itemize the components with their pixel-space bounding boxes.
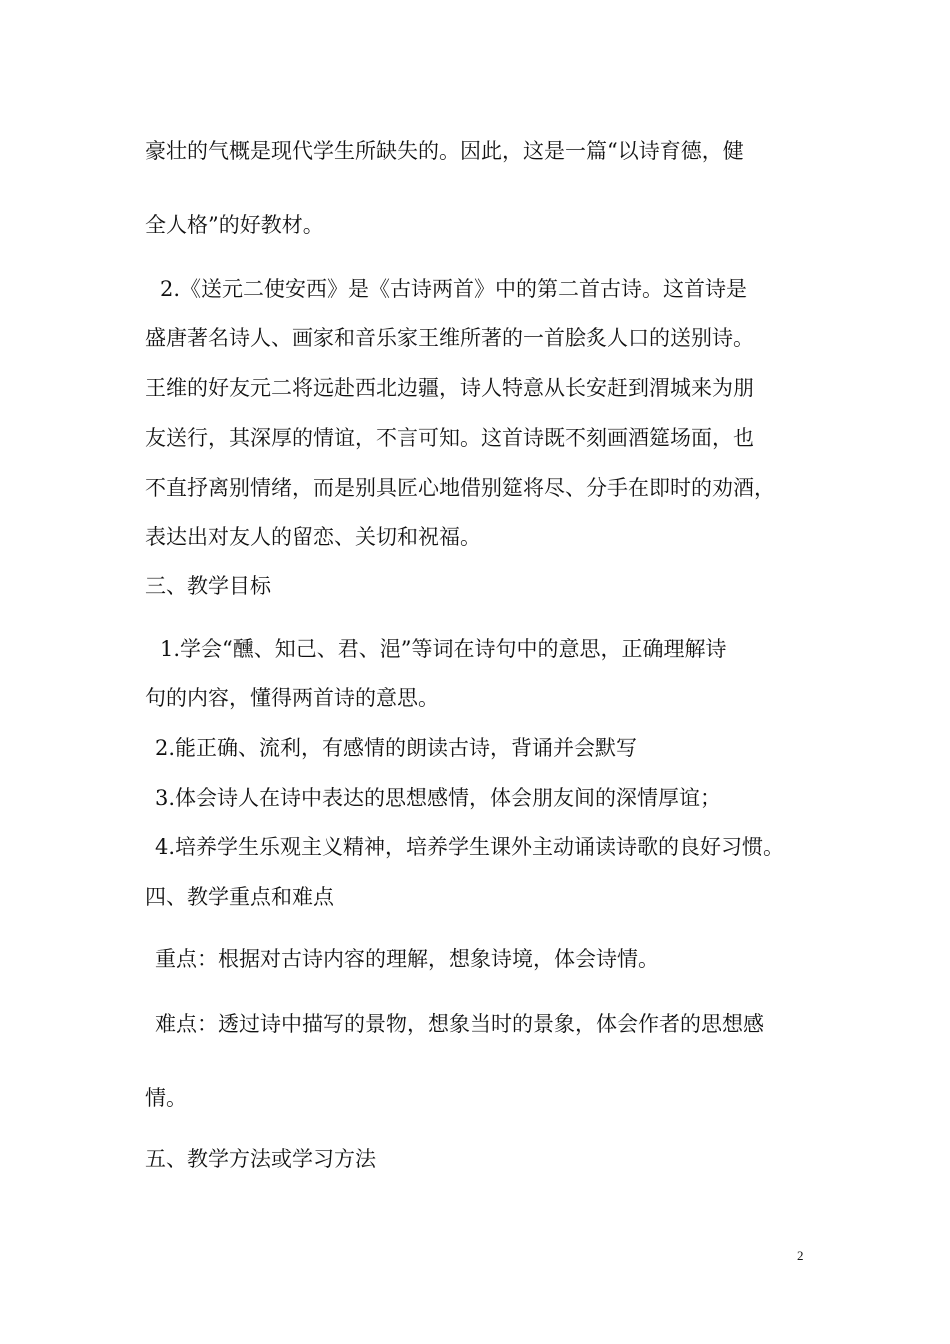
paragraph-line: 全人格”的好教材。 bbox=[145, 213, 324, 237]
paragraph-line: 王维的好友元二将远赴西北边疆，诗人特意从长安赶到渭城来为朋 bbox=[145, 376, 754, 400]
list-item: 2.能正确、流利，有感情的朗读古诗，背诵并会默写 bbox=[155, 736, 638, 760]
section-heading: 三、教学目标 bbox=[145, 574, 271, 598]
paragraph-line: 难点：透过诗中描写的景物，想象当时的景象，体会作者的思想感 bbox=[155, 1012, 764, 1036]
paragraph-line: 友送行，其深厚的情谊，不言可知。这首诗既不刻画酒筵场面，也 bbox=[145, 426, 754, 450]
paragraph-line: 情。 bbox=[145, 1086, 187, 1110]
paragraph-line: 重点：根据对古诗内容的理解，想象诗境，体会诗情。 bbox=[155, 947, 659, 971]
paragraph-line: 盛唐著名诗人、画家和音乐家王维所著的一首脍炙人口的送别诗。 bbox=[145, 326, 754, 350]
page-number: 2 bbox=[797, 1248, 804, 1263]
paragraph-line: 1.学会“醺、知己、君、浥”等词在诗句中的意思，正确理解诗 bbox=[160, 637, 727, 661]
list-item: 3.体会诗人在诗中表达的思想感情，体会朋友间的深情厚谊； bbox=[155, 786, 722, 810]
list-item: 4.培养学生乐观主义精神，培养学生课外主动诵读诗歌的良好习惯。 bbox=[155, 835, 785, 859]
paragraph-line: 表达出对友人的留恋、关切和祝福。 bbox=[145, 525, 481, 549]
section-heading: 五、教学方法或学习方法 bbox=[145, 1147, 376, 1171]
paragraph-line: 句的内容，懂得两首诗的意思。 bbox=[145, 686, 439, 710]
paragraph-line: 2.《送元二使安西》是《古诗两首》中的第二首古诗。这首诗是 bbox=[160, 277, 748, 301]
section-heading: 四、教学重点和难点 bbox=[145, 885, 334, 909]
paragraph-line: 豪壮的气概是现代学生所缺失的。因此，这是一篇“以诗育德，健 bbox=[145, 139, 744, 163]
paragraph-line: 不直抒离别情绪，而是别具匠心地借别筵将尽、分手在即时的劝酒， bbox=[145, 476, 775, 500]
